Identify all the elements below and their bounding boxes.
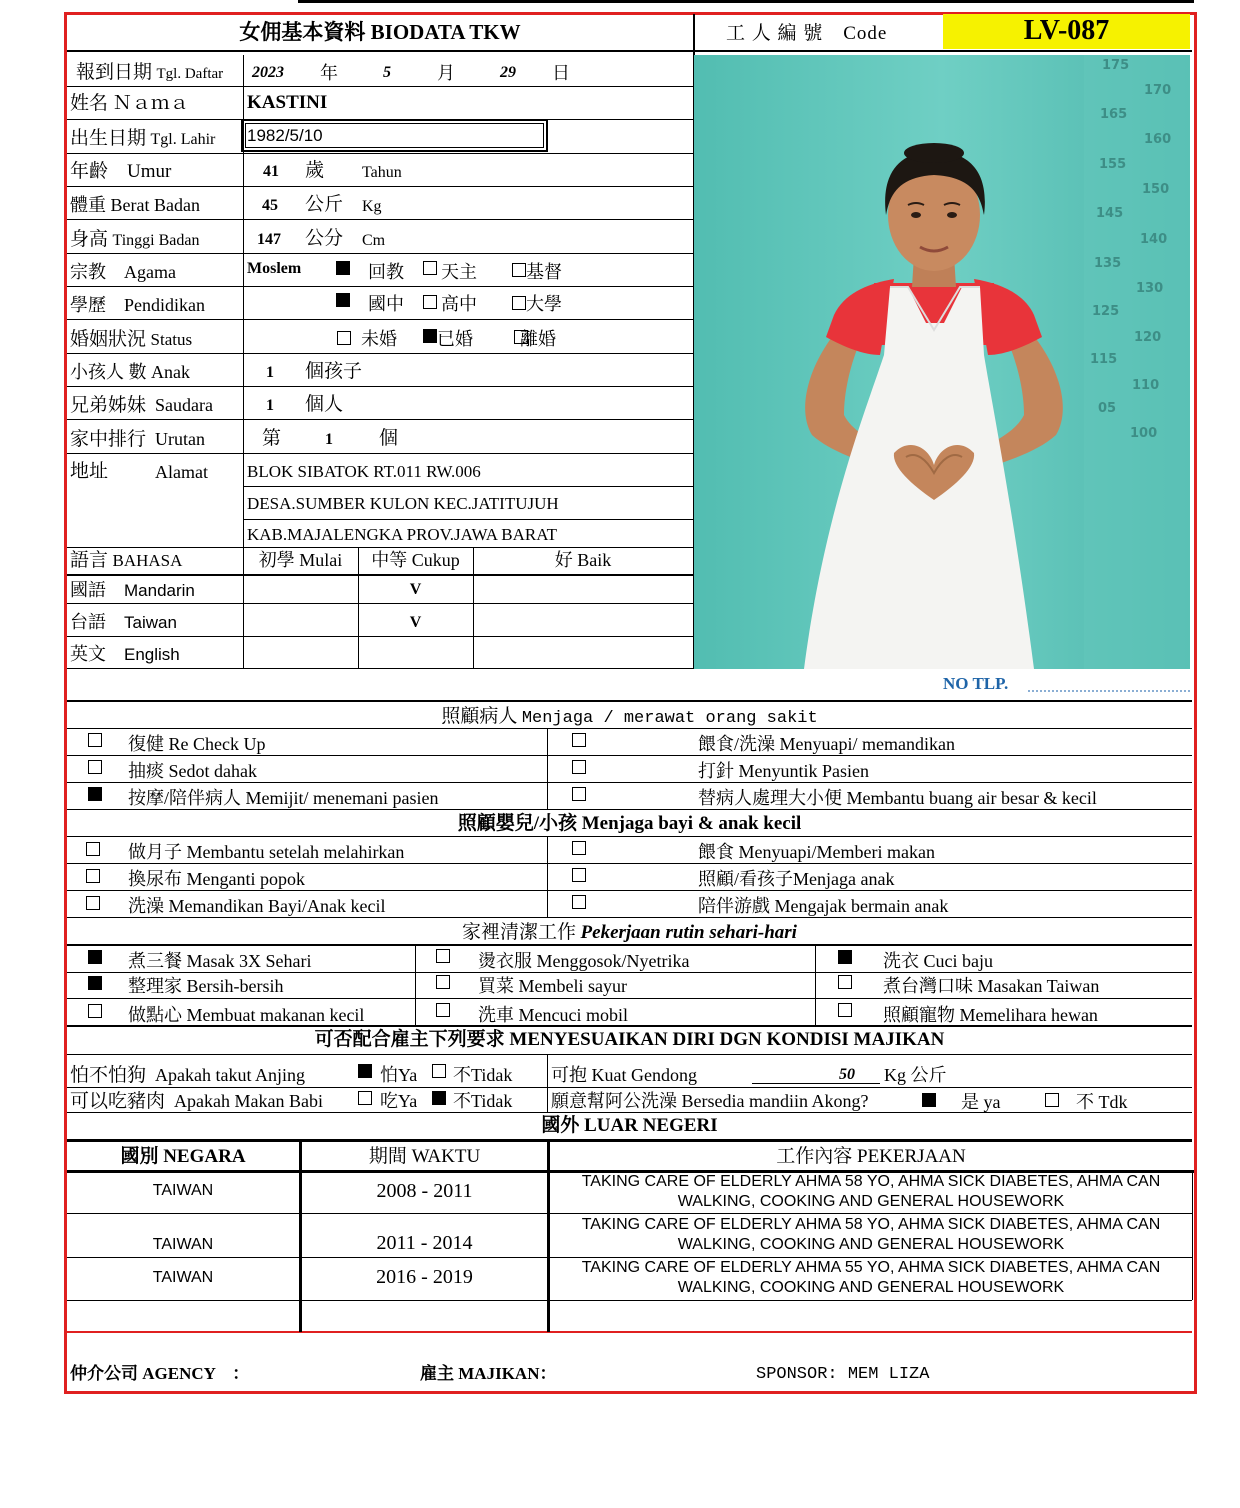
svg-text:150: 150 [1142, 182, 1170, 197]
svg-text:155: 155 [1099, 157, 1127, 172]
language-row: 英文 English [70, 644, 180, 664]
children-unit: 個孩子 [305, 361, 363, 382]
svg-text:170: 170 [1144, 83, 1172, 98]
reg-day-unit: 日 [552, 63, 570, 83]
reg-day: 29 [500, 64, 516, 81]
worker-code: LV-087 [1023, 15, 1110, 46]
address-line-3: KAB.MAJALENGKA PROV.JAWA BARAT [247, 525, 558, 544]
baby-item-label: 餵食 Menyuapi/Memberi makan [698, 842, 935, 862]
pork-label: 可以吃豬肉 Apakah Makan Babi [70, 1091, 323, 1112]
children-value: 1 [266, 364, 274, 381]
bathe-yes-label: 是 ya [961, 1092, 1001, 1112]
dog-yes-label: 怕Ya [380, 1065, 418, 1085]
sick-item-checkbox[interactable] [572, 733, 586, 747]
baby-item-label: 照顧/看孩子Menjaga anak [698, 869, 895, 889]
bathe-yes-checkbox[interactable] [922, 1093, 936, 1107]
bathe-no-label: 不 Tdk [1076, 1092, 1128, 1112]
sick-item-checkbox[interactable] [572, 760, 586, 774]
sick-item-checkbox[interactable] [572, 787, 586, 801]
weight-unit-id: Kg [362, 198, 382, 215]
svg-text:145: 145 [1096, 206, 1124, 221]
baby-item-checkbox[interactable] [86, 869, 100, 883]
height-value: 147 [257, 231, 281, 248]
reg-year-unit: 年 [320, 63, 338, 83]
svg-text:135: 135 [1094, 256, 1122, 271]
lift-value: 50 [839, 1066, 855, 1083]
house-item-label: 買菜 Membeli sayur [478, 976, 627, 996]
house-item-checkbox[interactable] [88, 950, 102, 964]
sponsor-label: SPONSOR: MEM LIZA [756, 1365, 930, 1384]
sick-item-label: 抽痰 Sedot dahak [128, 761, 257, 781]
children-label: 小孩人 數 Anak [70, 362, 190, 382]
religion-opt-christian: 基督 [526, 262, 562, 282]
religion-opt-islam: 回教 [368, 262, 404, 282]
house-item-label: 整理家 Bersih-bersih [128, 976, 284, 996]
abroad-title: 國外 LUAR NEGERI [541, 1115, 718, 1136]
code-label: 工 人 編 號 Code [726, 23, 888, 44]
sick-item-label: 替病人處理大小便 Membantu buang air besar & kecil [698, 788, 1097, 808]
lift-unit: Kg 公斤 [884, 1065, 947, 1085]
abroad-country: TAIWAN [152, 1269, 214, 1286]
abroad-country: TAIWAN [152, 1236, 214, 1253]
religion-value: Moslem [247, 260, 302, 277]
baby-item-checkbox[interactable] [572, 895, 586, 909]
height-label: 身高 Tinggi Badan [70, 229, 200, 250]
sick-item-label: 按摩/陪伴病人 Memijit/ menemani pasien [128, 788, 439, 808]
house-section-title: 家裡清潔工作 Pekerjaan rutin sehari-hari [462, 922, 797, 943]
pork-no-label: 不Tidak [453, 1091, 513, 1111]
house-item-label: 燙衣服 Menggosok/Nyetrika [478, 951, 690, 971]
svg-text:130: 130 [1136, 281, 1164, 296]
education-opt-senior: 高中 [441, 294, 477, 314]
weight-label: 體重 Berat Badan [70, 195, 200, 215]
house-item-label: 煮三餐 Masak 3X Sehari [128, 951, 312, 971]
language-row: 國語 Mandarin [70, 580, 195, 600]
bathe-no-checkbox[interactable] [1045, 1093, 1059, 1107]
pork-no-checkbox[interactable] [432, 1091, 446, 1105]
language-col-medium: 中等 Cukup [371, 550, 460, 570]
height-unit-id: Cm [362, 232, 386, 249]
house-item-checkbox[interactable] [436, 949, 450, 963]
language-label: 語言 BAHASA [70, 550, 183, 571]
siblings-value: 1 [266, 397, 274, 414]
religion-islam-checkbox[interactable] [336, 261, 350, 275]
svg-text:175: 175 [1102, 58, 1130, 73]
address-line-2: DESA.SUMBER KULON KEC.JATITUJUH [247, 494, 559, 513]
house-item-checkbox[interactable] [436, 1003, 450, 1017]
weight-value: 45 [262, 197, 278, 214]
order-prefix: 第 [262, 428, 282, 449]
reg-month: 5 [383, 64, 391, 81]
order-value: 1 [325, 431, 333, 448]
conditions-title: 可否配合雇主下列要求 MENYESUAIKAN DIRI DGN KONDISI MAJIKAN [314, 1029, 945, 1050]
worker-photo [694, 55, 1190, 669]
sick-section-title: 照顧病人 Menjaga / merawat orang sakit [441, 706, 818, 728]
svg-text:100: 100 [1130, 426, 1158, 441]
dog-yes-checkbox[interactable] [358, 1064, 372, 1078]
house-item-checkbox[interactable] [88, 976, 102, 990]
marital-opt-divorced: 離婚 [520, 329, 556, 349]
house-item-checkbox[interactable] [88, 1004, 102, 1018]
abroad-col-job: 工作內容 PEKERJAAN [776, 1146, 966, 1167]
sick-item-checkbox[interactable] [88, 733, 102, 747]
education-label: 學歷 Pendidikan [70, 295, 205, 315]
marital-married-checkbox[interactable] [423, 329, 437, 343]
education-opt-university: 大學 [526, 294, 562, 314]
order-label: 家中排行 Urutan [70, 429, 205, 450]
abroad-job: TAKING CARE OF ELDERLY AHMA 55 YO, AHMA SICK DIABETES, AHMA CAN WALKING, COOKING AND GENERAL HOUSEWORK [581, 1259, 1161, 1296]
reg-year: 2023 [252, 64, 284, 81]
house-item-checkbox[interactable] [838, 975, 852, 989]
dog-no-label: 不Tidak [453, 1065, 513, 1085]
weight-unit: 公斤 [305, 194, 344, 215]
language-mark: V [409, 614, 422, 631]
sick-item-checkbox[interactable] [88, 760, 102, 774]
abroad-job: TAKING CARE OF ELDERLY AHMA 58 YO, AHMA SICK DIABETES, AHMA CAN WALKING, COOKING AND GENERAL HOUSEWORK [581, 1216, 1161, 1253]
education-junior-checkbox[interactable] [336, 293, 350, 307]
address-label: 地址 [70, 461, 109, 482]
baby-item-checkbox[interactable] [86, 896, 100, 910]
baby-section-title: 照顧嬰兒/小孩 Menjaga bayi & anak kecil [457, 813, 802, 834]
phone-label: NO TLP. [943, 674, 1009, 693]
dob-label: 出生日期 Tgl. Lahir [70, 128, 216, 149]
reg-month-unit: 月 [437, 63, 455, 83]
dob-value: 1982/5/10 [247, 126, 323, 145]
abroad-job: TAKING CARE OF ELDERLY AHMA 58 YO, AHMA SICK DIABETES, AHMA CAN WALKING, COOKING AND GENERAL HOUSEWORK [581, 1173, 1161, 1210]
language-mark: V [409, 581, 422, 598]
dog-no-checkbox[interactable] [432, 1064, 446, 1078]
sick-item-checkbox[interactable] [88, 787, 102, 801]
baby-item-label: 洗澡 Memandikan Bayi/Anak kecil [128, 896, 386, 916]
svg-text:160: 160 [1144, 132, 1172, 147]
age-label: 年齡 Umur [70, 161, 172, 182]
abroad-period: 2008 - 2011 [376, 1180, 473, 1202]
abroad-country: TAIWAN [152, 1182, 214, 1199]
svg-text:165: 165 [1100, 107, 1128, 122]
address-line-1: BLOK SIBATOK RT.011 RW.006 [247, 462, 481, 481]
form-title: 女佣基本資料 BIODATA TKW [239, 20, 521, 44]
svg-text:120: 120 [1134, 330, 1162, 345]
baby-item-label: 做月子 Membantu setelah melahirkan [128, 842, 405, 862]
name-label: 姓名 Ｎａｍａ [70, 93, 189, 114]
baby-item-label: 換尿布 Menganti popok [128, 869, 305, 889]
education-university-checkbox[interactable] [512, 296, 526, 310]
religion-catholic-checkbox[interactable] [423, 261, 437, 275]
house-item-label: 做點心 Membuat makanan kecil [128, 1005, 365, 1025]
sick-item-label: 餵食/洗澡 Menyuapi/ memandikan [698, 734, 955, 754]
language-col-beginner: 初學 Mulai [258, 550, 343, 570]
abroad-col-country: 國別 NEGARA [120, 1146, 246, 1167]
svg-text:125: 125 [1092, 304, 1120, 319]
pork-yes-checkbox[interactable] [358, 1091, 372, 1105]
order-unit: 個 [379, 428, 399, 449]
svg-text:140: 140 [1140, 232, 1168, 247]
house-item-checkbox[interactable] [436, 975, 450, 989]
worker-name: KASTINI [247, 92, 328, 113]
marital-opt-married: 已婚 [437, 329, 473, 349]
phone-value-redacted [1028, 680, 1190, 692]
abroad-period: 2016 - 2019 [376, 1266, 473, 1288]
house-item-checkbox[interactable] [838, 1003, 852, 1017]
height-unit: 公分 [305, 228, 344, 249]
house-item-label: 洗衣 Cuci baju [883, 951, 993, 971]
baby-item-label: 陪伴游戲 Mengajak bermain anak [698, 896, 949, 916]
marital-single-checkbox[interactable] [337, 331, 351, 345]
baby-item-checkbox[interactable] [572, 841, 586, 855]
siblings-unit: 個人 [305, 394, 344, 415]
age-value: 41 [263, 163, 279, 180]
language-col-good: 好 Baik [554, 550, 612, 570]
pork-yes-label: 吃Ya [380, 1091, 418, 1111]
religion-label: 宗教 Agama [70, 262, 176, 282]
top-bar [298, 0, 1194, 3]
svg-text:115: 115 [1090, 352, 1118, 367]
language-row: 台語 Taiwan [70, 612, 177, 632]
svg-text:05: 05 [1098, 401, 1117, 416]
agency-label: 仲介公司 AGENCY ： [70, 1364, 250, 1383]
abroad-col-period: 期間 WAKTU [368, 1146, 481, 1167]
age-unit-id: Tahun [362, 164, 402, 181]
education-opt-junior: 國中 [368, 294, 404, 314]
sick-item-label: 打針 Menyuntik Pasien [698, 761, 869, 781]
religion-opt-catholic: 天主 [441, 262, 477, 282]
abroad-period: 2011 - 2014 [376, 1232, 473, 1254]
lift-label: 可抱 Kuat Gendong [551, 1065, 697, 1085]
house-item-label: 煮台灣口味 Masakan Taiwan [883, 976, 1100, 996]
siblings-label: 兄弟姊妹 Saudara [70, 395, 213, 416]
house-item-label: 洗車 Mencuci mobil [478, 1005, 628, 1025]
marital-opt-single: 未婚 [361, 329, 397, 349]
dog-label: 怕不怕狗 Apakah takut Anjing [70, 1065, 305, 1086]
education-senior-checkbox[interactable] [423, 295, 437, 309]
house-item-checkbox[interactable] [838, 950, 852, 964]
house-item-label: 照顧寵物 Memelihara hewan [883, 1005, 1098, 1025]
address-label-id: Alamat [155, 462, 208, 482]
sick-item-label: 復健 Re Check Up [128, 734, 266, 754]
bathe-label: 願意幫阿公洗澡 Bersedia mandiin Akong? [551, 1091, 869, 1111]
svg-text:110: 110 [1132, 378, 1160, 393]
age-unit: 歲 [305, 160, 325, 181]
reg-date-label: 報到日期 Tgl. Daftar [76, 62, 224, 83]
marital-label: 婚姻狀況 Status [70, 329, 193, 350]
religion-christian-checkbox[interactable] [512, 263, 526, 277]
baby-item-checkbox[interactable] [572, 868, 586, 882]
baby-item-checkbox[interactable] [86, 842, 100, 856]
majikan-label: 雇主 MAJIKAN： [420, 1364, 557, 1383]
